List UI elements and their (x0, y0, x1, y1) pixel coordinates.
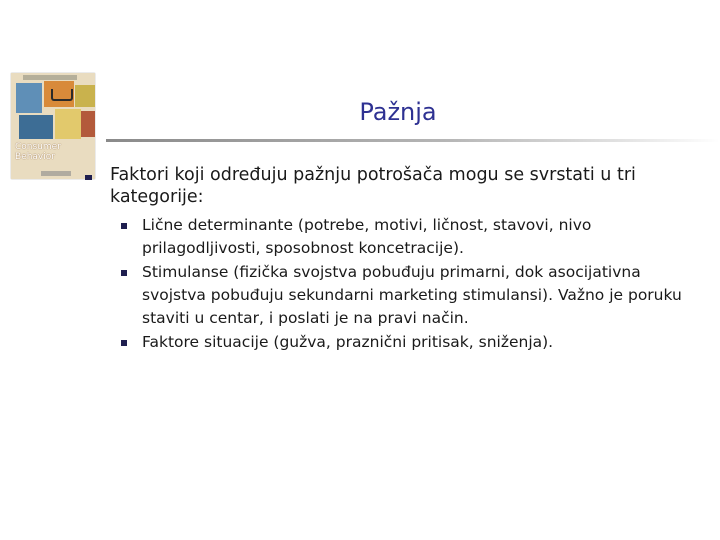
bullet-icon (85, 175, 92, 180)
cover-author-strip (23, 75, 77, 80)
main-point: Faktori koji određuju pažnju potrošača mogu se svrstati u tri kategorije: (110, 165, 636, 207)
cover-collage-panel (81, 111, 95, 137)
book-cover-image (11, 73, 95, 179)
sub-point: Stimulanse (fizička svojstva pobuđuju primarni, dok asocijativna svojstva pobuđuju sekundarni marketing stimulansi). Važno je poruku staviti u centar, i poslati je na pravi način. (142, 263, 682, 327)
bullet-icon (121, 223, 127, 229)
sub-point: Lične determinante (potrebe, motivi, ličnost, stavovi, nivo prilagodljivosti, sposobnost koncetracije). (142, 216, 592, 257)
cover-collage-panel (16, 83, 42, 113)
cover-title-line: Consumer (15, 142, 61, 152)
cover-collage-panel (19, 115, 53, 139)
cover-title (15, 142, 95, 162)
sub-point: Faktore situacije (gužva, praznični pritisak, sniženja). (142, 333, 554, 351)
bullet-icon (121, 340, 127, 346)
cover-collage-panel (75, 85, 95, 107)
title-divider (106, 139, 720, 142)
slide-title: Pažnja (359, 98, 437, 126)
cover-publisher-strip (41, 171, 71, 176)
cover-title-line: Behavior (15, 152, 55, 162)
cover-collage-panel (55, 109, 81, 139)
shopping-basket-icon (51, 89, 73, 101)
bullet-icon (121, 270, 127, 276)
